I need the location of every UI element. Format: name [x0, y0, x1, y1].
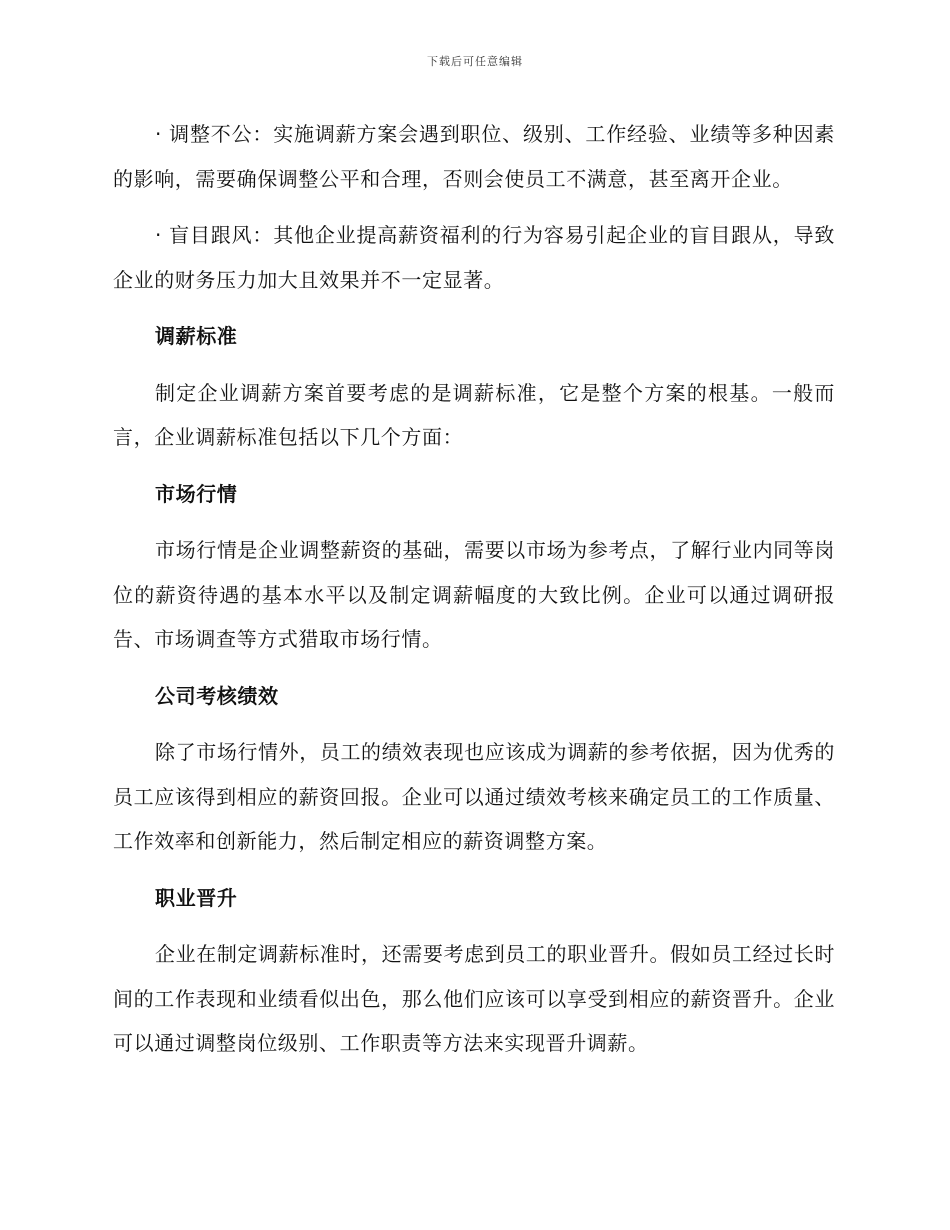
section-heading-salary-standard: 调薪标准	[155, 324, 238, 348]
section-heading-promotion: 职业晋升	[155, 885, 238, 910]
paragraph-market: 市场行情是企业调整薪资的基础，需要以市场为参考点，了解行业内同等岗位的薪资待遇的基本水平以及制定调薪幅度的大致比例。企业可以通过调研报告、市场调查等方式猎取市场行情。	[113, 538, 835, 651]
section-heading-performance: 公司考核绩效	[155, 683, 279, 708]
page-header: 下载后可任意编辑	[427, 55, 523, 68]
paragraph-salary-standard: 制定企业调薪方案首要考虑的是调薪标准，它是整个方案的根基。一般而言，企业调薪标准包括以下几个方面：	[113, 380, 835, 449]
bullet-adjustment-unfair: · 调整不公：实施调薪方案会遇到职位、级别、工作经验、业绩等多种因素的影响，需要确保调整公平和合理，否则会使员工不满意，甚至离开企业。	[113, 122, 835, 191]
document-body	[113, 112, 835, 1078]
paragraph-promotion: 企业在制定调薪标准时，还需要考虑到员工的职业晋升。假如员工经过长时间的工作表现和业绩看似出色，那么他们应该可以享受到相应的薪资晋升。企业可以通过调整岗位级别、工作职责等方法来实现晋升调薪。	[113, 942, 835, 1055]
section-heading-market: 市场行情	[155, 481, 238, 506]
bullet-blind-follow: · 盲目跟风：其他企业提高薪资福利的行为容易引起企业的盲目跟从，导致企业的财务压力加大且效果并不一定显著。	[113, 223, 835, 292]
paragraph-performance: 除了市场行情外，员工的绩效表现也应该成为调薪的参考依据，因为优秀的员工应该得到相应的薪资回报。企业可以通过绩效考核来确定员工的工作质量、工作效率和创新能力，然后制定相应的薪资调整方案。	[113, 740, 835, 853]
